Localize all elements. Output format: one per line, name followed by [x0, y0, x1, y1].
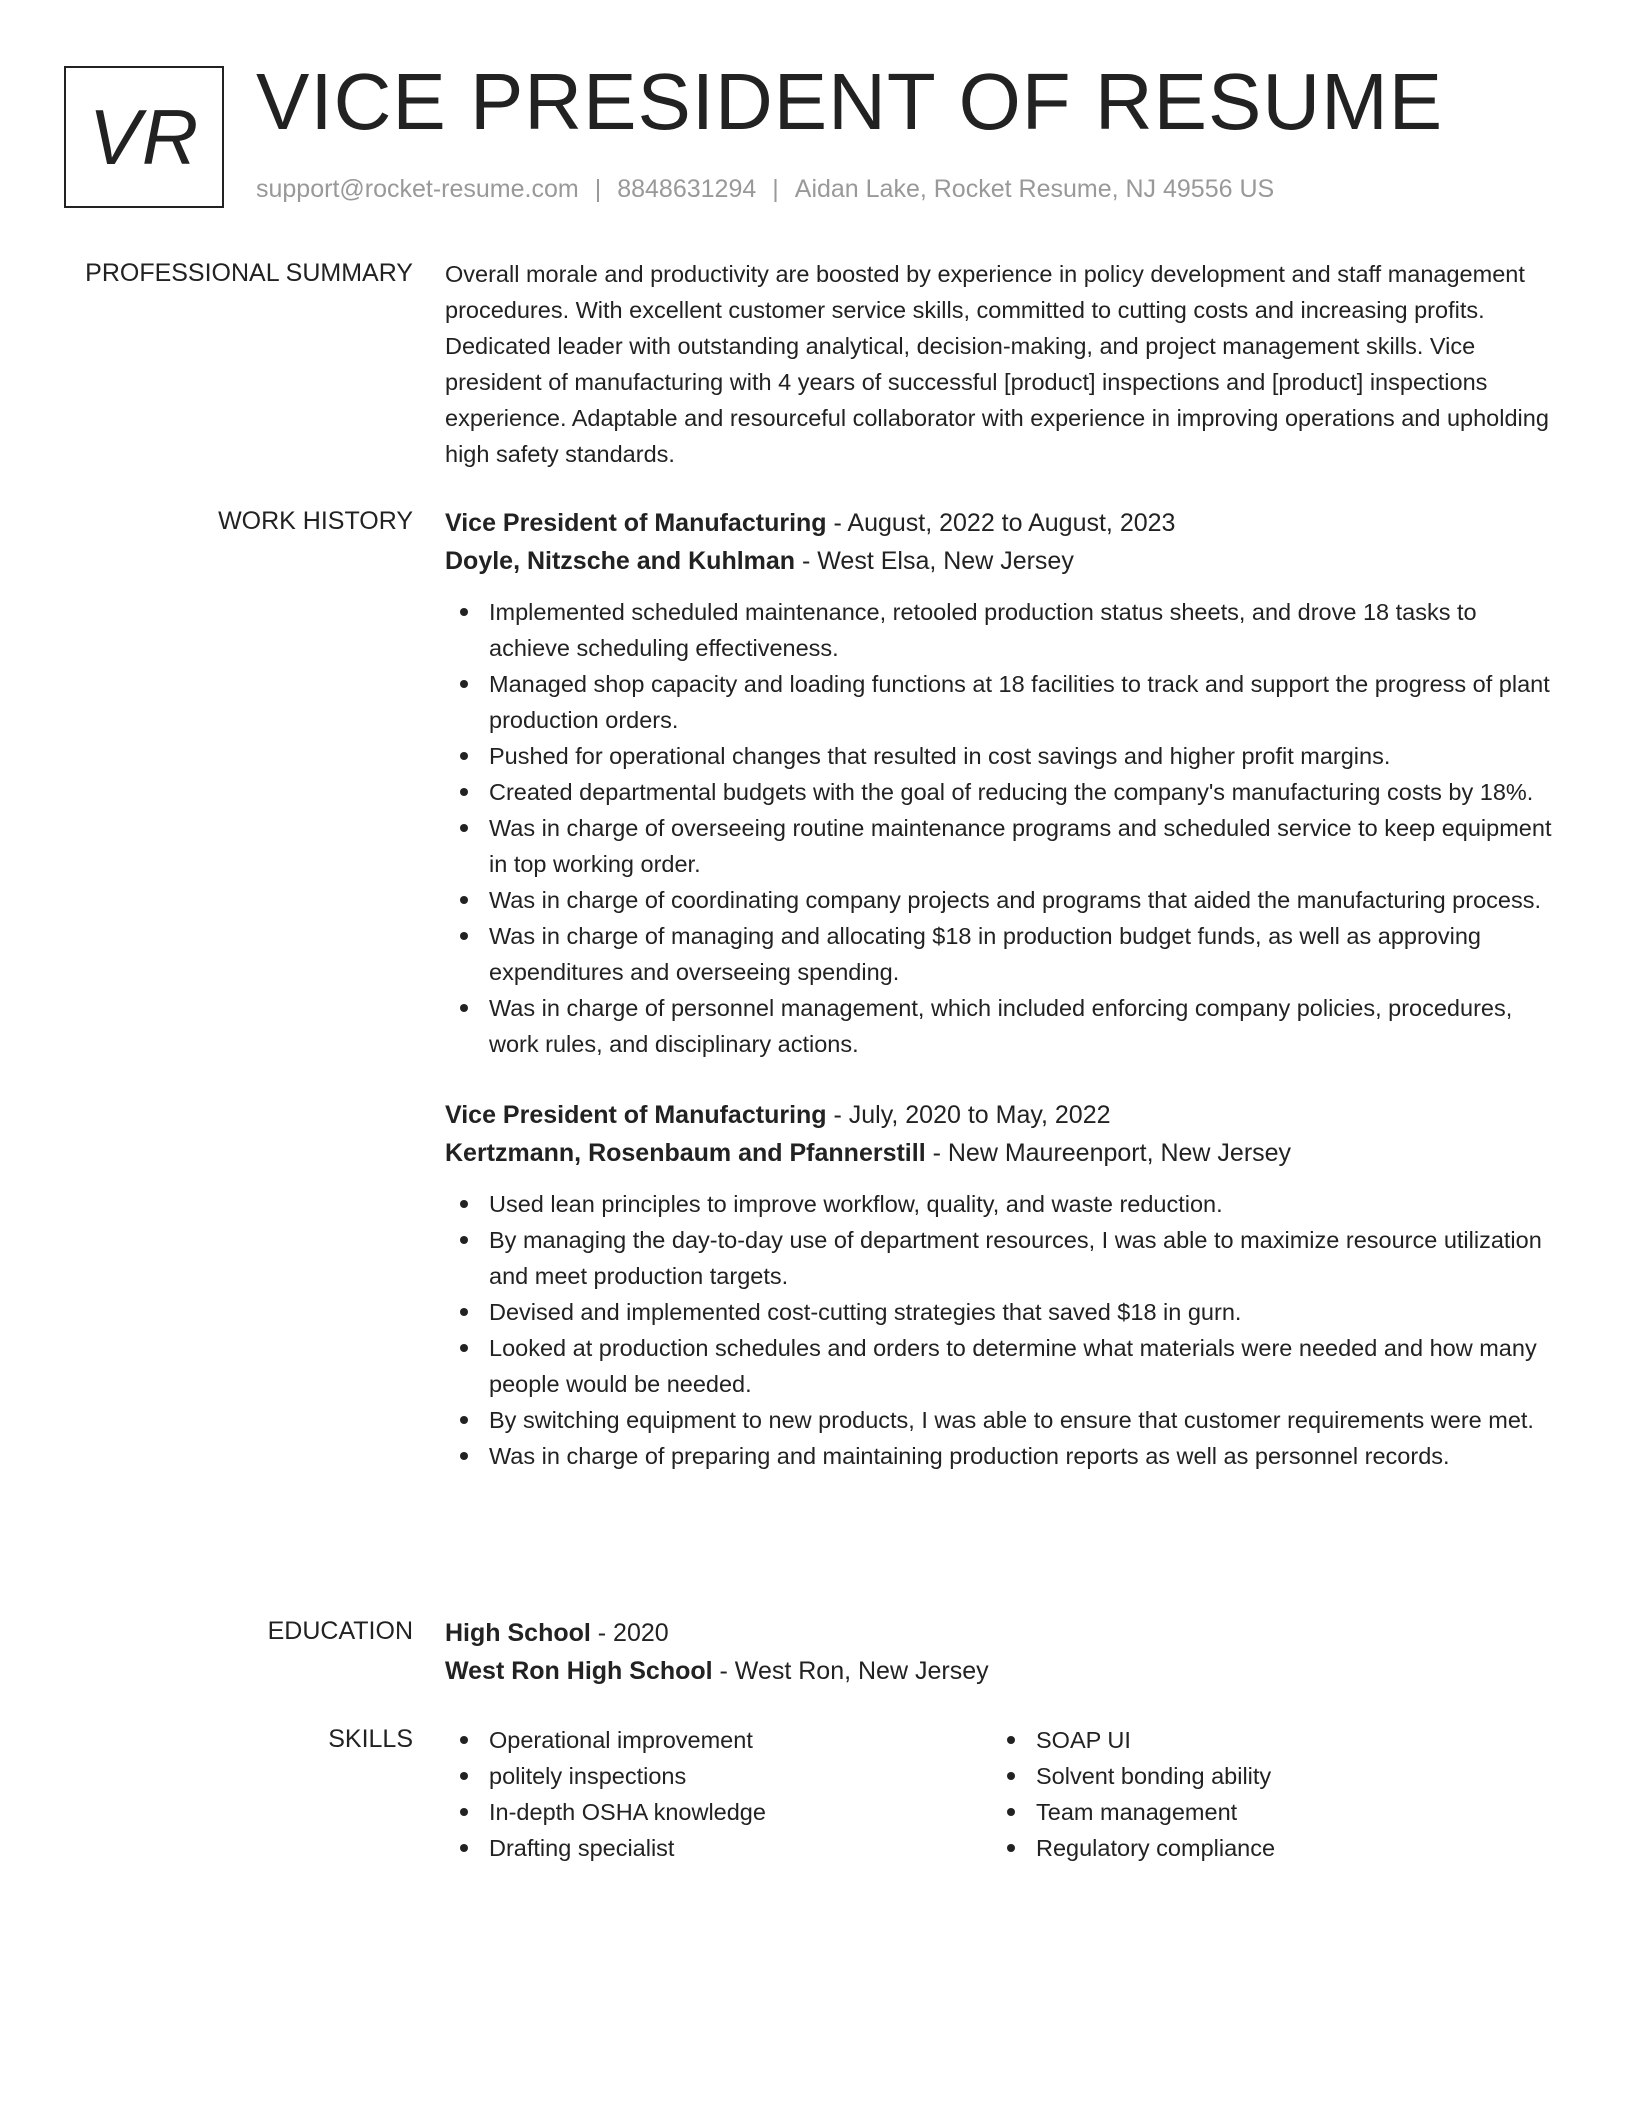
- education-school-line: [445, 1652, 1560, 1690]
- contact-address: Aidan Lake, Rocket Resume, NJ 49556 US: [794, 175, 1275, 203]
- job-dates: - August, 2022 to August, 2023: [826, 509, 1176, 537]
- job-bullet: Used lean principles to improve workflow, quality, and waste reduction.: [445, 1186, 1560, 1222]
- contact-separator: |: [594, 175, 602, 203]
- job-dates: - July, 2020 to May, 2022: [826, 1101, 1111, 1129]
- job-bullet: Was in charge of personnel management, which included enforcing company policies, procedures, work rules, and disciplinary actions.: [445, 990, 1560, 1062]
- skill-item: politely inspections: [445, 1758, 992, 1794]
- work-history-body: [445, 504, 1560, 1474]
- job-bullets: [445, 594, 1560, 1062]
- skill-item: SOAP UI: [992, 1722, 1539, 1758]
- education-location: - West Ron, New Jersey: [712, 1657, 989, 1685]
- candidate-name: VICE PRESIDENT OF RESUME: [256, 57, 1444, 146]
- job-location: - West Elsa, New Jersey: [795, 547, 1074, 575]
- contact-email: support@rocket-resume.com: [256, 175, 579, 203]
- skill-item: Drafting specialist: [445, 1830, 992, 1866]
- contact-line: [256, 172, 1274, 206]
- job-title: Vice President of Manufacturing: [445, 509, 827, 537]
- job-bullet: Implemented scheduled maintenance, retooled production status sheets, and drove 18 tasks to achieve scheduling effectiveness.: [445, 594, 1560, 666]
- job-bullet: Was in charge of preparing and maintaining production reports as well as personnel records.: [445, 1438, 1560, 1474]
- job-entry: [445, 1096, 1560, 1474]
- monogram-initials: VR: [88, 92, 200, 181]
- education-school: West Ron High School: [445, 1657, 713, 1685]
- skills-body: [445, 1722, 1560, 1866]
- job-bullets: [445, 1186, 1560, 1474]
- education-degree: High School: [445, 1619, 591, 1647]
- job-bullet: Was in charge of coordinating company projects and programs that aided the manufacturing process.: [445, 882, 1560, 918]
- monogram-box: [64, 66, 224, 208]
- skills-column-right: [992, 1722, 1539, 1866]
- job-title: Vice President of Manufacturing: [445, 1101, 827, 1129]
- summary-heading: PROFESSIONAL SUMMARY: [85, 259, 413, 287]
- education-heading: EDUCATION: [267, 1617, 413, 1645]
- education-degree-line: [445, 1614, 1560, 1652]
- job-bullet: Pushed for operational changes that resulted in cost savings and higher profit margins.: [445, 738, 1560, 774]
- job-bullet: Devised and implemented cost-cutting strategies that saved $18 in gurn.: [445, 1294, 1560, 1330]
- job-company: Doyle, Nitzsche and Kuhlman: [445, 547, 796, 575]
- job-entry: [445, 504, 1560, 1062]
- skills-columns: [445, 1722, 1560, 1866]
- job-company: Kertzmann, Rosenbaum and Pfannerstill: [445, 1139, 926, 1167]
- contact-phone: 8848631294: [617, 175, 757, 203]
- job-company-line: [445, 542, 1560, 580]
- skill-item: Operational improvement: [445, 1722, 992, 1758]
- job-bullet: Managed shop capacity and loading functions at 18 facilities to track and support the progress of plant production orders.: [445, 666, 1560, 738]
- job-bullet: Was in charge of managing and allocating $18 in production budget funds, as well as approving expenditures and overseeing spending.: [445, 918, 1560, 990]
- skill-item: Regulatory compliance: [992, 1830, 1539, 1866]
- summary-text: Overall morale and productivity are boosted by experience in policy development and staff management procedures. With excellent customer service skills, committed to cutting costs and increasing profits. Dedicated leader with outstanding analytical, decision-making, and project management skills. Vice president of manufacturing with 4 years of successful [product] inspections and [product] inspections experience. Adaptable and resourceful collaborator with experience in improving operations and upholding high safety standards.: [445, 261, 1549, 467]
- education-body: [445, 1614, 1560, 1690]
- skill-item: Solvent bonding ability: [992, 1758, 1539, 1794]
- skill-item: Team management: [992, 1794, 1539, 1830]
- job-title-line: [445, 1096, 1560, 1134]
- job-bullet: Looked at production schedules and orders to determine what materials were needed and how many people would be needed.: [445, 1330, 1560, 1402]
- job-location: - New Maureenport, New Jersey: [925, 1139, 1292, 1167]
- job-bullet: Was in charge of overseeing routine maintenance programs and scheduled service to keep equipment in top working order.: [445, 810, 1560, 882]
- skills-column-left: [445, 1722, 992, 1866]
- job-bullet: Created departmental budgets with the goal of reducing the company's manufacturing costs by 18%.: [445, 774, 1560, 810]
- skill-item: In-depth OSHA knowledge: [445, 1794, 992, 1830]
- contact-separator: |: [772, 175, 779, 203]
- skills-heading: SKILLS: [328, 1725, 413, 1753]
- job-title-line: [445, 504, 1560, 542]
- education-year: - 2020: [590, 1619, 669, 1647]
- summary-body: [445, 256, 1560, 472]
- work-history-heading: WORK HISTORY: [218, 507, 413, 535]
- job-bullet: By managing the day-to-day use of department resources, I was able to maximize resource utilization and meet production targets.: [445, 1222, 1560, 1294]
- job-company-line: [445, 1134, 1560, 1172]
- job-bullet: By switching equipment to new products, I was able to ensure that customer requirements were met.: [445, 1402, 1560, 1438]
